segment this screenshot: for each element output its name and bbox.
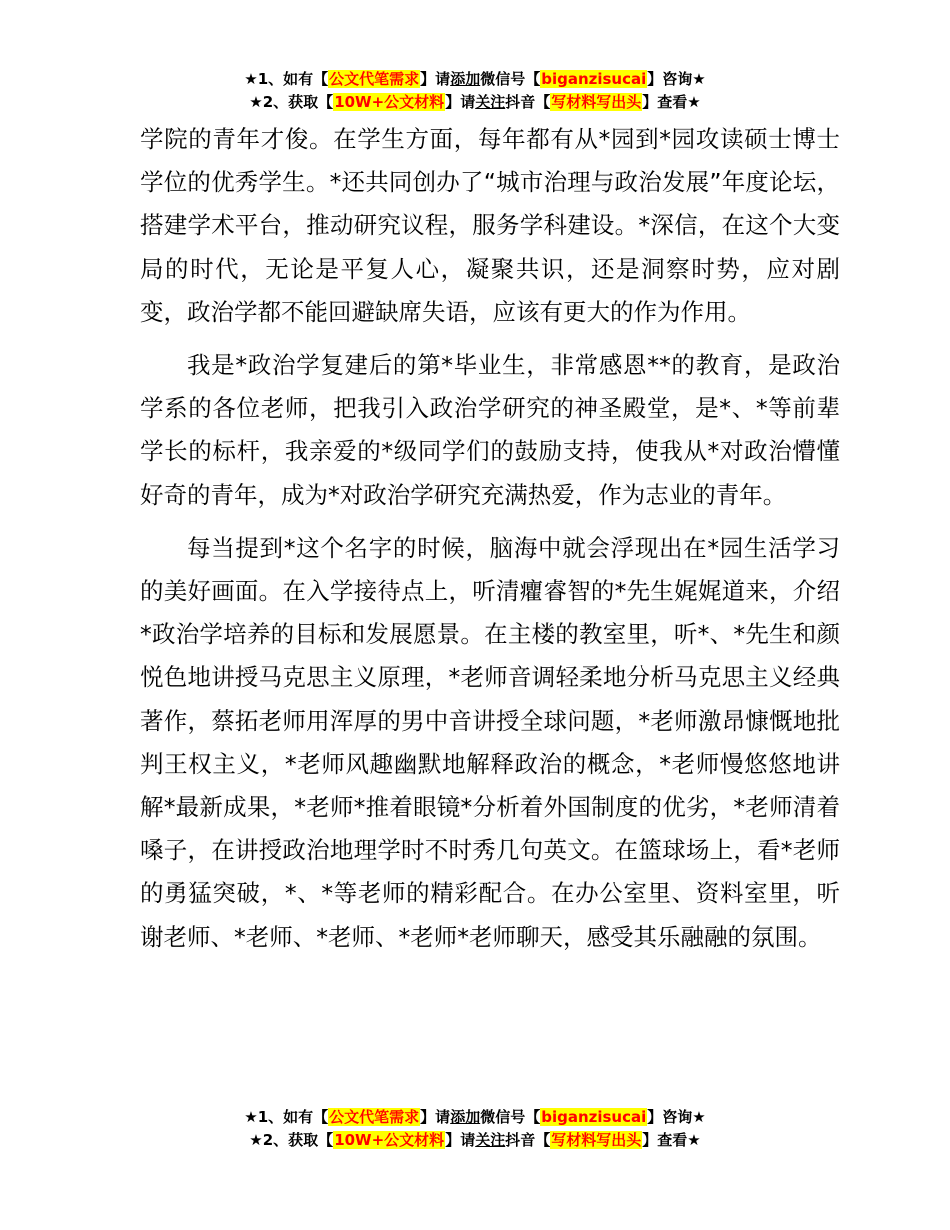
banner-line-2: ★2、获取【10W+公文材料】请关注抖音【写材料写出头】查看★ <box>249 93 701 111</box>
banner-highlight-materials: 10W+公文材料 <box>334 1131 445 1149</box>
banner-line-1: ★1、如有【公文代笔需求】请添加微信号【biganzisucai】咨询★ <box>244 1108 706 1126</box>
document-body <box>140 118 840 959</box>
banner-highlight-wechat: biganzisucai <box>541 70 647 88</box>
banner-highlight-service: 公文代笔需求 <box>329 70 420 88</box>
paragraph-2: 我是*政治学复建后的第*毕业生，非常感恩**的教育，是政治学系的各位老师，把我引入政治学研究的神圣殿堂，是*、*等前辈学长的标杆，我亲爱的*级同学们的鼓励支持，使我从*对政治懵懂好奇的青年，成为*对政治学研究充满热爱，作为志业的青年。 <box>140 351 840 509</box>
banner-highlight-service: 公文代笔需求 <box>329 1108 420 1126</box>
paragraph-3: 每当提到*这个名字的时候，脑海中就会浮现出在*园生活学习的美好画面。在入学接待点上，听清癯睿智的*先生娓娓道来，介绍*政治学培养的目标和发展愿景。在主楼的教室里，听*、*先生和颜悦色地讲授马克思主义原理，*老师音调轻柔地分析马克思主义经典著作，蔡拓老师用浑厚的男中音讲授全球问题，*老师激昂慷慨地批判王权主义，*老师风趣幽默地解释政治的概念，*老师慢悠悠地讲解*最新成果，*老师*推着眼镜*分析着外国制度的优劣，*老师清着嗓子，在讲授政治地理学时不时秀几句英文。在篮球场上，看*老师的勇猛突破，*、*等老师的精彩配合。在办公室里、资料室里，听谢老师、*老师、*老师、*老师*老师聊天，感受其乐融融的氛围。 <box>140 533 840 951</box>
banner-line-1: ★1、如有【公文代笔需求】请添加微信号【biganzisucai】咨询★ <box>244 70 706 88</box>
banner-highlight-wechat: biganzisucai <box>541 1108 647 1126</box>
banner-line-2: ★2、获取【10W+公文材料】请关注抖音【写材料写出头】查看★ <box>249 1131 701 1149</box>
banner-highlight-materials: 10W+公文材料 <box>334 93 445 111</box>
banner-highlight-douyin: 写材料写出头 <box>551 93 642 111</box>
paragraph-1: 学院的青年才俊。在学生方面，每年都有从*园到*园攻读硕士博士学位的优秀学生。*还共同创办了“城市治理与政治发展”年度论坛，搭建学术平台，推动研究议程，服务学科建设。*深信，在这个大变局的时代，无论是平复人心，凝聚共识，还是洞察时势，应对剧变，政治学都不能回避缺席失语，应该有更大的作为作用。 <box>140 125 840 326</box>
header-banner <box>0 68 950 114</box>
footer-banner <box>0 1106 950 1152</box>
banner-highlight-douyin: 写材料写出头 <box>551 1131 642 1149</box>
